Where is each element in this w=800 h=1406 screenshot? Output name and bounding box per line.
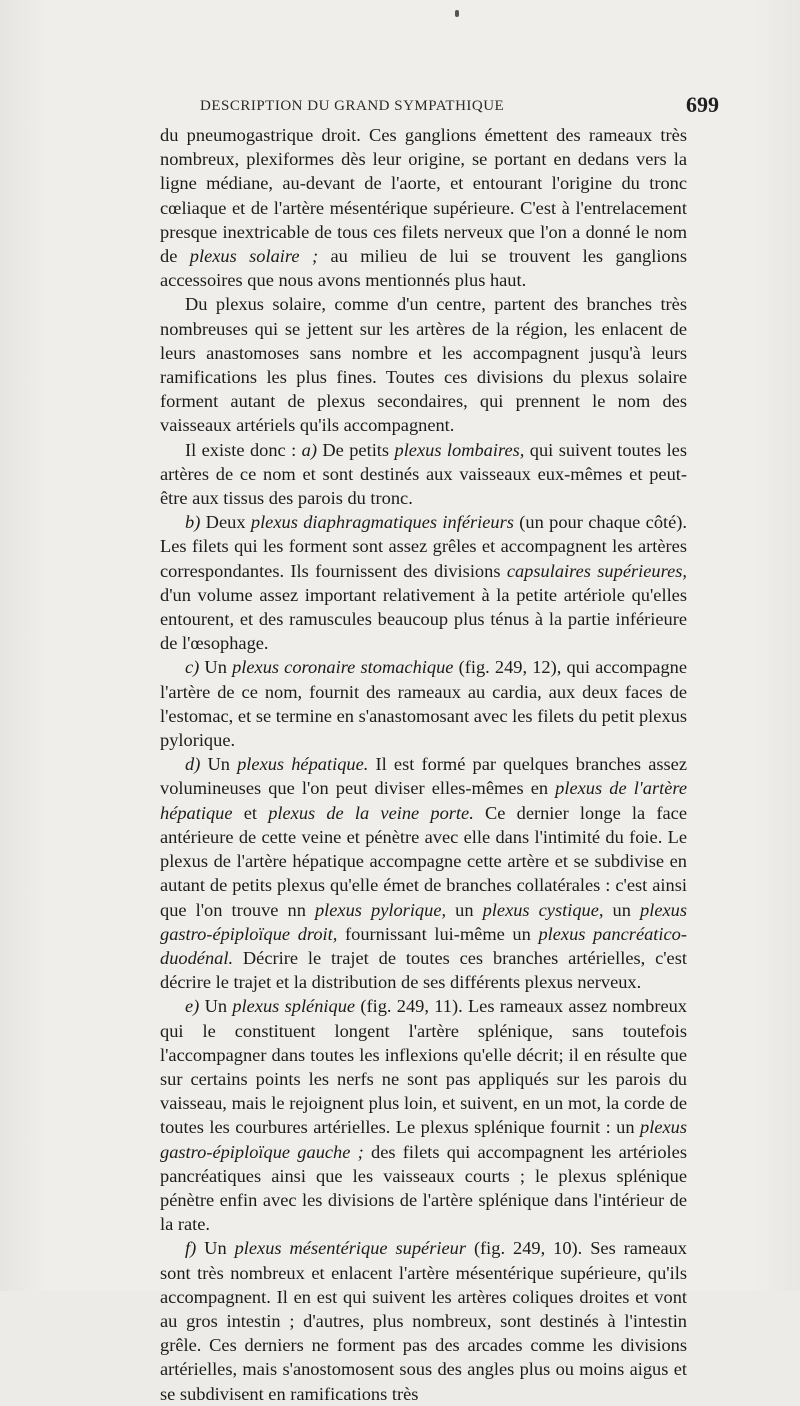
paragraph-d-hepatique (160, 752, 687, 994)
italic-term: plexus pylorique, (314, 899, 447, 920)
list-marker: d) (185, 754, 201, 775)
list-marker: a) (301, 439, 317, 460)
running-header: DESCRIPTION DU GRAND SYMPATHIQUE (200, 98, 505, 114)
italic-term: plexus mésentérique supérieur (234, 1238, 466, 1259)
text-run: (un pour chaque côté). Les filets qui les forment sont assez grêles et accompagnent les artères correspondantes. Ils fournissent des divisions (160, 512, 688, 581)
italic-term: plexus cystique, (482, 899, 604, 920)
list-marker: b) (185, 512, 201, 533)
italic-term: plexus coronaire stomachique (232, 657, 454, 678)
text-run: du pneumogastrique droit. Ces ganglions émettent des rameaux très nombreux, plexiformes dès leur origine, se portant en dedans vers la ligne médiane, au-devant de l'aorte, et entourant l'origine du tronc cœliaque et de l'artère mésentérique supérieure. C'est à l'entrelacement presque inextricable de tous ces filets nerveux que l'on a donné le nom de (160, 125, 687, 267)
text-run: Un (199, 657, 233, 678)
italic-term: plexus de la veine porte. (268, 802, 474, 823)
text-run: Il existe donc : (185, 439, 302, 460)
italic-term: plexus solaire ; (189, 246, 319, 267)
italic-term: plexus splénique (232, 996, 356, 1017)
body-text (160, 123, 687, 1406)
text-run: Un (196, 1238, 235, 1259)
list-marker: c) (185, 657, 200, 678)
text-run: (fig. 249, 10). Ses rameaux sont très nombreux et enlacent l'artère mésentérique supérieure, qu'ils accompagnent. Il en est qui suivent les artères coliques droites et vont au gros intestin ; d'autres, plus nombreux, sont destinés à l'intestin grêle. Ces derniers ne forment pas des arcades comme les divisions artérielles, mais s'anostomosent sous des angles plus ou moins aigus et se subdivisent en ramifications très (160, 1238, 687, 1404)
text-run: Décrire le trajet de toutes ces branches artérielles, c'est décrire le trajet et la distribution de ses différents plexus nerveux. (160, 947, 687, 993)
page-number: 699 (686, 92, 719, 117)
paragraph-e-splenique (160, 994, 687, 1236)
text-run: Du plexus solaire, comme d'un centre, partent des branches très nombreuses qui se jettent sur les artères de la région, les enlacent de leurs anastomoses sans nombre et les accompagnent jusqu'à leurs ramifications les plus fines. Toutes ces divisions du plexus solaire forment autant de plexus secondaires, qui prennent le nom des vaisseaux artériels qu'ils accompagnent. (160, 294, 687, 436)
text-run: De petits (316, 439, 395, 460)
text-run: Deux (200, 512, 251, 533)
text-run: un (603, 899, 641, 920)
paragraph-a-lombaires (160, 438, 687, 511)
italic-term: plexus pancréatico-duodénal. (160, 923, 687, 968)
text-run: fournissant lui-même un (337, 923, 539, 944)
text-run: Un (200, 754, 238, 775)
text-run: Un (199, 996, 233, 1017)
italic-term: plexus hépatique. (237, 754, 369, 775)
text-run: d'un volume assez important relativement à la petite artériole qu'elles entourent, et des ramuscules beaucoup plus ténus à la partie inférieure de l'œsophage. (160, 584, 687, 654)
text-run: Il est formé par quelques branches assez volumineuses que l'on peut diviser elles-mêmes en (160, 754, 688, 799)
paragraph-f-mesenterique (160, 1236, 687, 1405)
text-run: Ce dernier longe la face antérieure de cette veine et pénètre avec elle dans l'intimité du foie. Le plexus de l'artère hépatique accompagne cette artère et se subdivise en autant de petits plexus qu'elle émet de branches collatérales : c'est ainsi que l'on trouve nn (160, 802, 688, 920)
text-run: (fig. 249, 12), qui accompagne l'artère de ce nom, fournit des rameaux au cardia, aux deux faces de l'estomac, et se termine en s'anastomosant avec les filets du petit plexus pylorique. (160, 657, 687, 751)
text-run: qui suivent toutes les artères de ce nom et sont destinés aux vaisseaux eux-mêmes et peut-être aux tissus des parois du tronc. (160, 439, 687, 509)
list-marker: f) (185, 1238, 197, 1259)
italic-term: plexus de l'artère hépatique (160, 778, 688, 823)
list-marker: e) (185, 996, 200, 1017)
ink-speck (455, 10, 459, 17)
italic-term: plexus gastro-épiploïque droit, (160, 899, 687, 944)
text-run: (fig. 249, 11). Les rameaux assez nombreux qui le constituent longent l'artère splénique, sans toutefois l'accompagner dans toutes les inflexions qu'elle décrit; il en résulte que sur certains points les nerfs ne sont pas appliqués sur les parois du vaisseau, mais le rejoignent plus loin, et suivent, en un mot, la corde de toutes les courbures artérielles. Le plexus splénique fournit : un (160, 996, 688, 1138)
paragraph-continuation (160, 123, 687, 292)
italic-term: capsulaires supérieures, (506, 560, 688, 581)
text-run: et (232, 802, 269, 823)
italic-term: plexus diaphragmatiques inférieurs (250, 512, 514, 533)
text-run: au milieu de lui se trouvent les ganglions accessoires que nous avons mentionnés plus haut. (160, 246, 687, 291)
text-run: des filets qui accompagnent les artérioles pancréatiques ainsi que les vaisseaux courts ; le plexus splénique pénètre enfin avec les divisions de l'artère splénique dans l'intérieur de la rate. (160, 1141, 687, 1235)
italic-term: plexus lombaires, (394, 439, 525, 460)
paragraph-b-diaphragmatiques (160, 510, 687, 655)
text-run: un (446, 899, 483, 920)
paragraph-plexus-solaire-branches (160, 292, 687, 437)
paragraph-c-coronaire (160, 655, 687, 752)
italic-term: plexus gastro-épiploïque gauche ; (160, 1117, 687, 1162)
